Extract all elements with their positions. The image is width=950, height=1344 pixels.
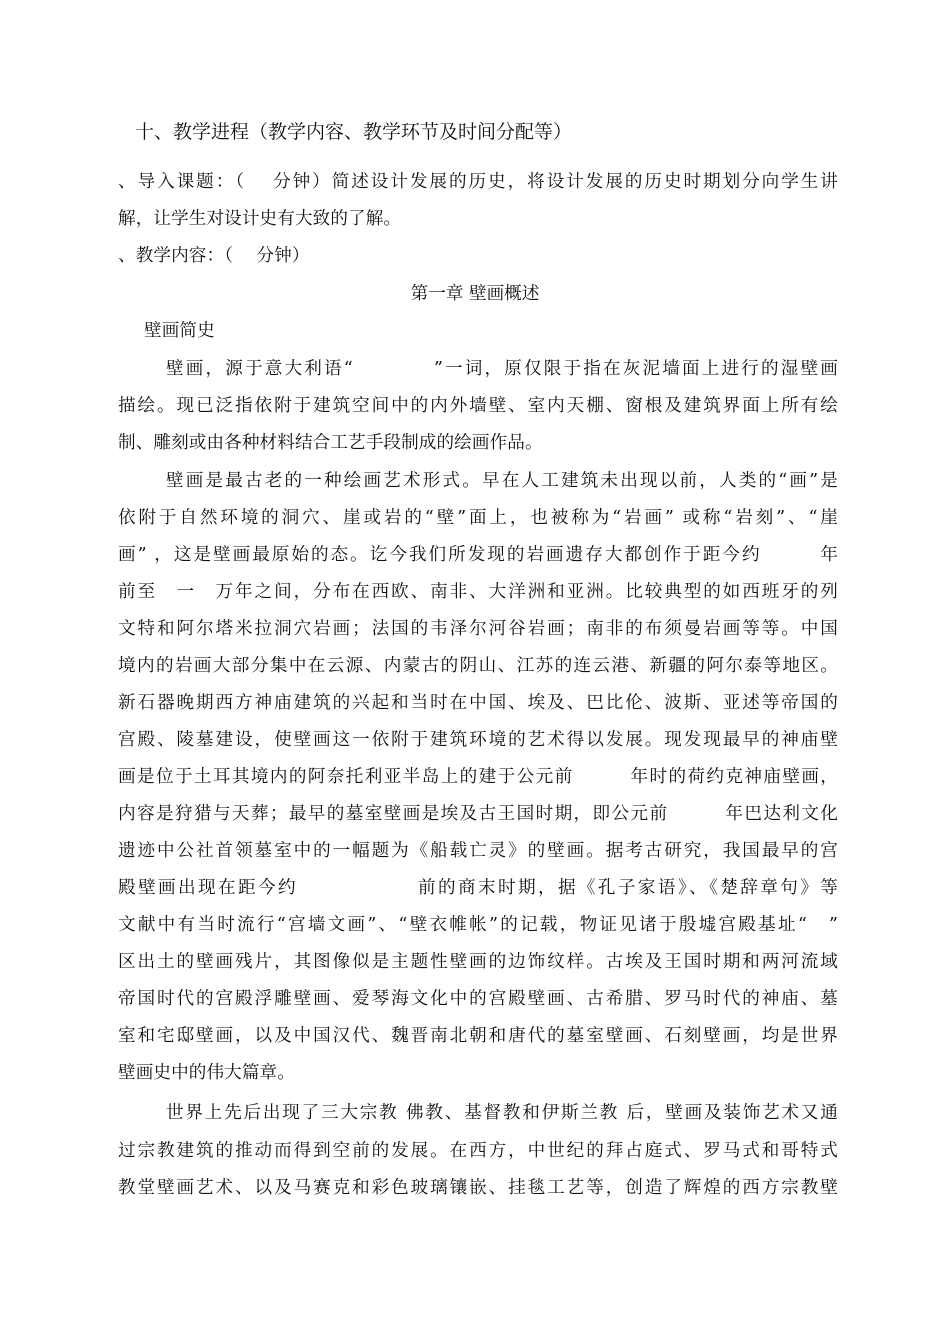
chapter-title: 第一章 壁画概述 (410, 284, 540, 304)
paragraph-2-line: 殿壁画出现在距今约 前的商末时期，据《孔子家语》、《楚辞章句》等 (118, 878, 838, 898)
paragraph-3-line: 过宗教建筑的推动而得到空前的发展。在西方，中世纪的拜占庭式、罗马式和哥特式 (118, 1141, 838, 1161)
teaching-content-line: 、教学内容：（ 分钟） (118, 246, 310, 266)
paragraph-2-line: 文献中有当时流行“宫墙文画”、“壁衣帷帐”的记载，物证见诸于殷墟宫殿基址“ ” (118, 915, 838, 935)
paragraph-1-line: 描绘。现已泛指依附于建筑空间中的内外墙壁、室内天棚、窗根及建筑界面上所有绘 (118, 396, 838, 416)
paragraph-2-line: 宫殿、陵墓建设，使壁画这一依附于建筑环境的艺术得以发展。现发现最早的神庙壁 (118, 730, 838, 750)
paragraph-2-line: 文特和阿尔塔米拉洞穴岩画；法国的韦泽尔河谷岩画；南非的布须曼岩画等等。中国 (118, 619, 838, 639)
paragraph-2-line: 画是位于土耳其境内的阿奈托利亚半岛上的建于公元前 年时的荷约克神庙壁画， (118, 767, 838, 787)
paragraph-2-line: 壁画史中的伟大篇章。 (118, 1063, 295, 1083)
section-heading: 十、教学进程（教学内容、教学环节及时间分配等） (135, 121, 573, 143)
paragraph-3-line: 教堂壁画艺术、以及马赛克和彩色玻璃镶嵌、挂毯工艺等，创造了辉煌的西方宗教壁 (118, 1178, 838, 1198)
paragraph-2-line: 内容是狩猎与天葬；最早的墓室壁画是埃及古王国时期，即公元前 年巴达利文化 (118, 804, 838, 824)
paragraph-2-line: 依附于自然环境的洞穴、崖或岩的“壁”面上，也被称为“岩画” 或称“岩刻”、“崖 (118, 508, 838, 528)
paragraph-2-line: 室和宅邸壁画，以及中国汉代、魏晋南北朝和唐代的墓室壁画、石刻壁画，均是世界 (118, 1026, 838, 1046)
paragraph-1-line: 壁画，源于意大利语“ ”一词，原仅限于指在灰泥墙面上进行的湿壁画 (166, 359, 838, 379)
paragraph-2-line: 遗迹中公社首领墓室中的一幅题为《船载亡灵》的壁画。据考古研究，我国最早的宫 (118, 841, 838, 861)
paragraph-2-line: 区出土的壁画残片，其图像似是主题性壁画的边饰纹样。古埃及王国时期和两河流域 (118, 952, 838, 972)
paragraph-2-line: 境内的岩画大部分集中在云源、内蒙古的阴山、江苏的连云港、新疆的阿尔泰等地区。 (118, 656, 838, 676)
paragraph-3-line: 世界上先后出现了三大宗教 佛教、基督教和伊斯兰教 后，壁画及装饰艺术又通 (166, 1103, 838, 1123)
paragraph-1-line: 制、雕刻或由各种材料结合工艺手段制成的绘画作品。 (118, 433, 543, 453)
paragraph-2-line: 前至 一 万年之间，分布在西欧、南非、大洋洲和亚洲。比较典型的如西班牙的列 (118, 582, 838, 602)
intro-line-2: 解，让学生对设计史有大致的了解。 (118, 209, 402, 229)
paragraph-2-line: 新石器晚期西方神庙建筑的兴起和当时在中国、埃及、巴比伦、波斯、亚述等帝国的 (118, 693, 838, 713)
intro-line-1: 、导入课题：（ 分钟）简述设计发展的历史，将设计发展的历史时期划分向学生讲 (118, 172, 838, 192)
paragraph-2-line: 壁画是最古老的一种绘画艺术形式。早在人工建筑未出现以前，人类的“画”是 (166, 471, 838, 491)
paragraph-2-line: 帝国时代的宫殿浮雕壁画、爱琴海文化中的宫殿壁画、古希腊、罗马时代的神庙、墓 (118, 989, 838, 1009)
subsection-title: 壁画简史 (144, 321, 215, 341)
paragraph-2-line: 画” ，这是壁画最原始的态。讫今我们所发现的岩画遗存大都创作于距今约 年 (118, 545, 838, 565)
